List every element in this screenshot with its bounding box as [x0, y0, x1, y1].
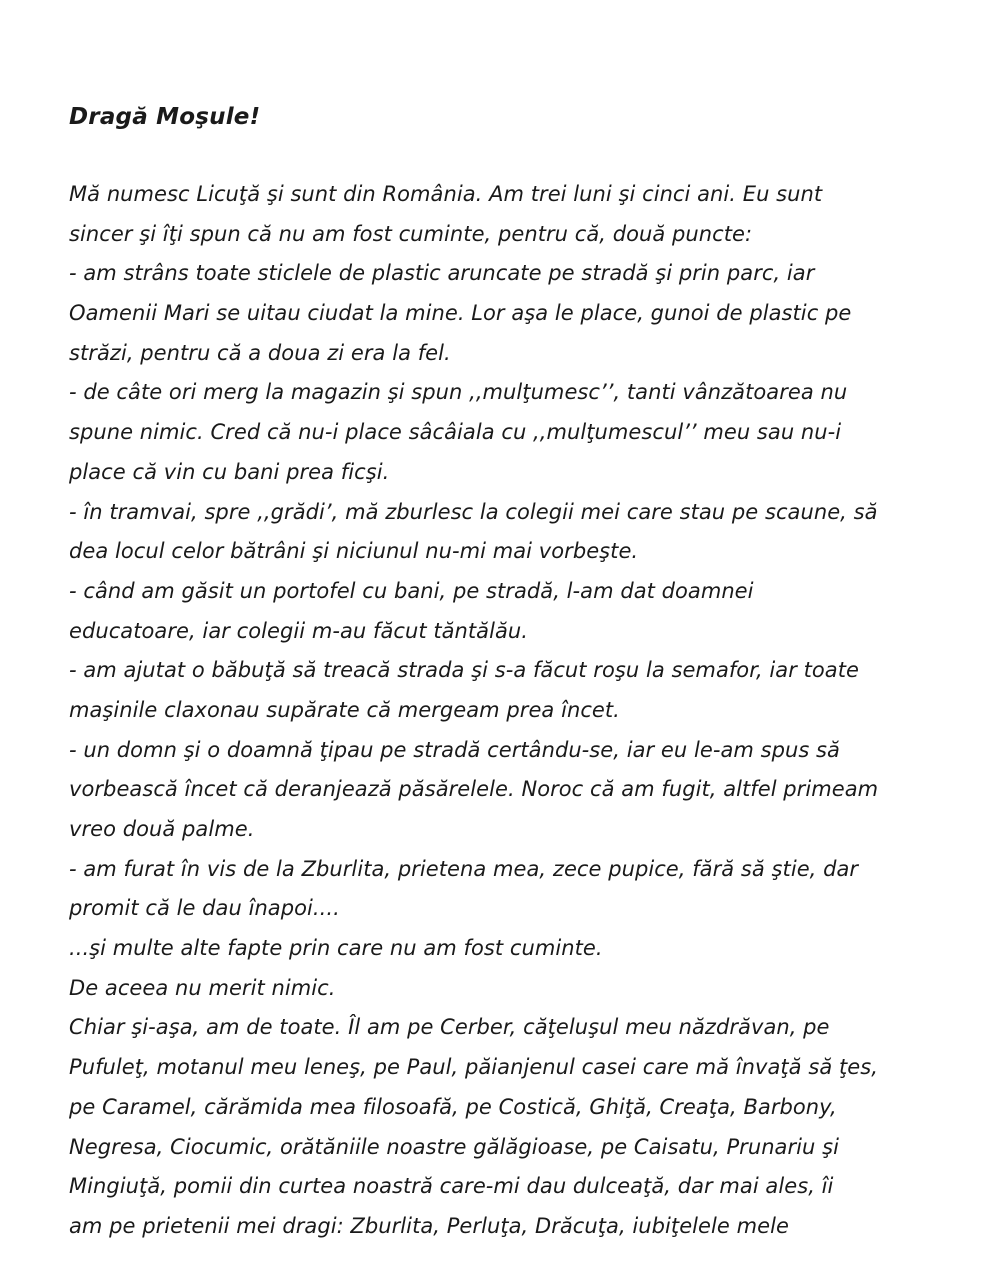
letter-line: vorbească încet că deranjează păsărelele. Noroc că am fugit, altfel primeam: [69, 777, 879, 802]
letter-line: vreo două palme.: [69, 817, 255, 841]
letter-line: Pufuleţ, motanul meu leneş, pe Paul, păianjenul casei care mă învaţă să ţes,: [69, 1055, 878, 1080]
letter-line: Chiar şi-aşa, am de toate. Îl am pe Cerber, căţeluşul meu năzdrăvan, pe: [69, 1015, 830, 1040]
letter-line: Mă numesc Licuţă şi sunt din România. Am trei luni şi cinci ani. Eu sunt: [69, 182, 823, 206]
letter-line: - am ajutat o băbuţă să treacă strada şi s-a făcut roşu la semafor, iar toate: [69, 658, 859, 683]
letter-line: educatoare, iar colegii m-au făcut tăntălău.: [69, 618, 528, 643]
letter-title: Dragă Moşule!: [69, 104, 261, 130]
letter-line: - când am găsit un portofel cu bani, pe stradă, l-am dat doamnei: [69, 578, 754, 603]
letter-line: promit că le dau înapoi....: [69, 896, 340, 921]
letter-line: ...şi multe alte fapte prin care nu am fost cuminte.: [69, 936, 603, 961]
letter-line: - am strâns toate sticlele de plastic aruncate pe stradă şi prin parc, iar: [69, 261, 815, 286]
letter-line: Negresa, Ciocumic, orătăniile noastre gălăgioase, pe Caisatu, Prunariu şi: [69, 1134, 840, 1159]
letter-line: spune nimic. Cred că nu-i place sâcâiala cu ,,mulţumescul’’ meu sau nu-i: [69, 420, 842, 445]
letter-line: Mingiuţă, pomii din curtea noastră care-mi dau dulceaţă, dar mai ales, îi: [69, 1174, 834, 1199]
letter-line: - am furat în vis de la Zburlita, prietena mea, zece pupice, fără să ştie, dar: [69, 856, 859, 881]
letter-line: sincer şi îţi spun că nu am fost cuminte, pentru că, două puncte:: [69, 221, 753, 246]
letter-line: dea locul celor bătrâni şi niciunul nu-mi mai vorbeşte.: [69, 539, 639, 564]
letter-line: place că vin cu bani prea ficşi.: [69, 459, 390, 484]
letter-line: - în tramvai, spre ,,grădi’, mă zburlesc la colegii mei care stau pe scaune, să: [69, 499, 878, 524]
letter-line: Oamenii Mari se uitau ciudat la mine. Lor aşa le place, gunoi de plastic pe: [69, 301, 852, 326]
letter-line: străzi, pentru că a doua zi era la fel.: [69, 340, 451, 365]
letter-line: - un domn şi o doamnă ţipau pe stradă certându-se, iar eu le-am spus să: [69, 737, 840, 762]
letter-line: pe Caramel, cărămida mea filosoafă, pe Costică, Ghiţă, Creaţa, Barbony,: [69, 1094, 837, 1119]
letter-body: [69, 175, 959, 1247]
letter-line: - de câte ori merg la magazin şi spun ,,mulţumesc’’, tanti vânzătoarea nu: [69, 380, 848, 405]
letter-line: maşinile claxonau supărate că mergeam prea încet.: [69, 697, 620, 722]
letter-line: am pe prietenii mei dragi: Zburlita, Perluţa, Drăcuţa, iubiţelele mele: [69, 1213, 789, 1238]
letter-line: De aceea nu merit nimic.: [69, 975, 336, 1000]
